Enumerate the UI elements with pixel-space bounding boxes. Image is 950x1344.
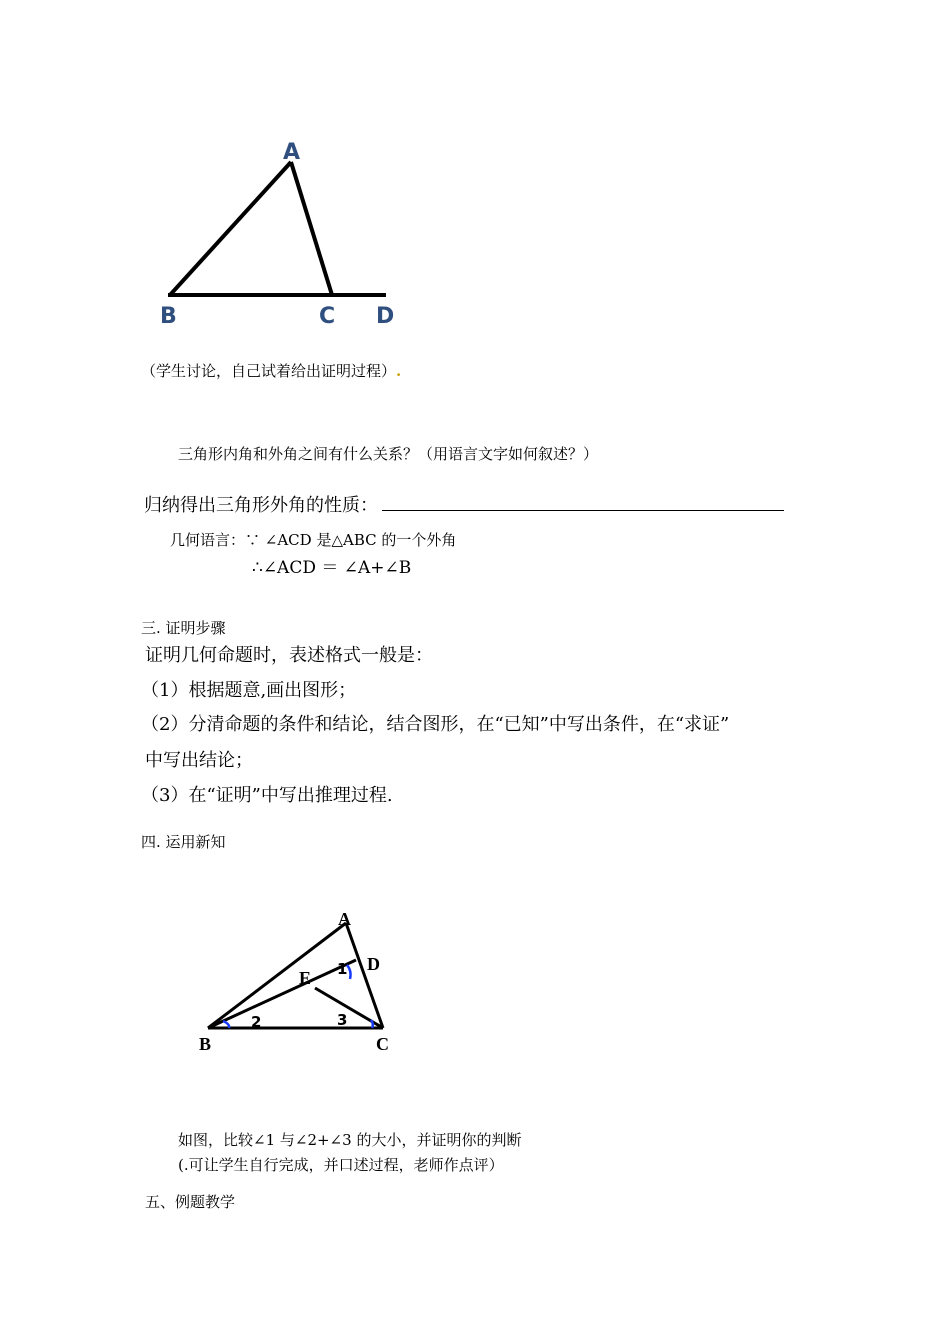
- geometry-conclusion: ∴∠ACD ＝ ∠A+∠B: [252, 558, 412, 578]
- angle-1-arc: [347, 965, 351, 979]
- vertex-label-e: E: [299, 968, 312, 988]
- vertex-label-b: B: [160, 304, 177, 329]
- vertex-label-a: A: [338, 909, 351, 929]
- section-3-intro: 证明几何命题时，表述格式一般是：: [145, 645, 433, 666]
- segment-ac: [291, 162, 332, 295]
- angle-label-2: 2: [251, 1013, 262, 1031]
- exercise-teacher-note: [178, 1154, 504, 1175]
- angle-label-3: 3: [337, 1011, 348, 1029]
- summary-line: [144, 491, 784, 517]
- section-4-heading: 四. 运用新知: [141, 833, 226, 851]
- triangle-angle-comparison-figure: [190, 905, 420, 1060]
- exercise-question: 如图，比较∠1 与∠2+∠3 的大小，并证明你的判断: [178, 1131, 522, 1149]
- discussion-note: [141, 360, 401, 381]
- proof-step-3: （3）在“证明”中写出推理过程.: [141, 785, 393, 806]
- triangle-abc-exterior-angle-figure: [150, 135, 410, 335]
- vertex-label-d: D: [376, 304, 395, 329]
- vertex-label-d: D: [367, 954, 380, 974]
- geometry-premise-text: ∵ ∠ACD 是△ABC 的一个外角: [245, 531, 457, 549]
- section-3-heading: 三. 证明步骤: [141, 619, 226, 637]
- vertex-label-a: A: [283, 140, 301, 165]
- relationship-question: 三角形内角和外角之间有什么关系？（用语言文字如何叙述？）: [178, 445, 599, 463]
- proof-step-1: （1）根据题意,画出图形；: [141, 680, 357, 701]
- vertex-label-c: C: [376, 1034, 389, 1054]
- proof-step-2-continued: 中写出结论；: [145, 750, 253, 771]
- discussion-note-dot: .: [396, 362, 402, 380]
- section-5-heading: 五、例题教学: [145, 1193, 236, 1211]
- geometry-language-label: 几何语言：: [170, 531, 246, 549]
- answer-blank-line: [382, 496, 784, 511]
- angle-label-1: 1: [337, 960, 348, 978]
- segment-ba: [170, 162, 291, 295]
- proof-step-2: （2）分清命题的条件和结论，结合图形，在“已知”中写出条件，在“求证”: [141, 714, 730, 735]
- vertex-label-b: B: [199, 1034, 212, 1054]
- summary-label: 归纳得出三角形外角的性质：: [144, 495, 378, 516]
- angle-3-arc: [371, 1020, 373, 1028]
- exercise-note-text: .可让学生自行完成，并口述过程，老师作点评）: [183, 1156, 504, 1174]
- vertex-label-c: C: [319, 304, 336, 329]
- geometry-language-premise: [170, 529, 456, 550]
- discussion-note-text: （学生讨论，自己试着给出证明过程）: [141, 362, 397, 380]
- exercise-note-open: (: [178, 1156, 184, 1174]
